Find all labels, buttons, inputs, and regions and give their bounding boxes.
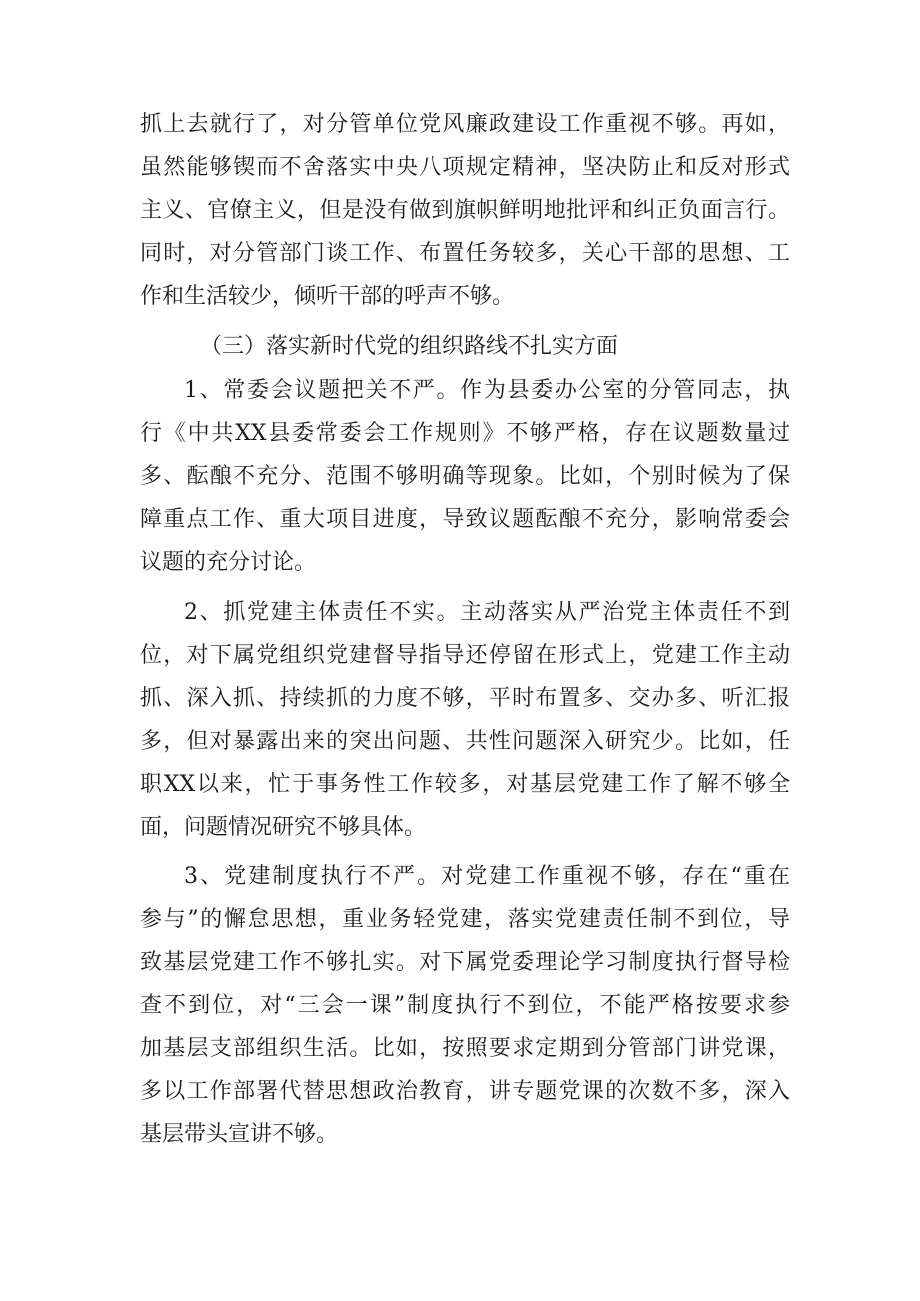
paragraph-line: 障重点工作、重大项目进度，导致议题酝酿不充分，影响常委会 [140, 507, 790, 532]
paragraph-line: 多以工作部署代替思想政治教育，讲专题党课的次数不多，深入 [140, 1079, 790, 1104]
paragraph-line: 多，但对暴露出来的突出问题、共性问题深入研究少。比如，任 [140, 729, 790, 754]
paragraph-line: 1、常委会议题把关不严。作为县委办公室的分管同志，执 [184, 378, 790, 403]
paragraph-line: 作和生活较少，倾听干部的呼声不够。 [140, 284, 515, 309]
paragraph-line: 主义、官僚主义，但是没有做到旗帜鲜明地批评和纠正负面言行。 [140, 198, 790, 223]
paragraph-line: 议题的充分讨论。 [140, 550, 317, 575]
paragraph-line: 2、抓党建主体责任不实。主动落实从严治党主体责任不到 [184, 600, 790, 625]
paragraph-line: 致基层党建工作不够扎实。对下属党委理论学习制度执行督导检 [140, 950, 790, 975]
paragraph-line: 基层带头宣讲不够。 [140, 1122, 339, 1147]
paragraph-line: 多、酝酿不充分、范围不够明确等现象。比如，个别时候为了保 [140, 464, 790, 489]
paragraph-line: 抓、深入抓、持续抓的力度不够，平时布置多、交办多、听汇报 [140, 686, 790, 711]
paragraph-line: 面，问题情况研究不够具体。 [140, 815, 427, 840]
paragraph-line: 行《中共XX县委常委会工作规则》不够严格，存在议题数量过 [140, 421, 790, 446]
paragraph-line: 虽然能够锲而不舍落实中央八项规定精神，坚决防止和反对形式 [140, 155, 790, 180]
paragraph-line: 加基层支部组织生活。比如，按照要求定期到分管部门讲党课， [140, 1036, 790, 1061]
paragraph-line: 查不到位，对“三会一课”制度执行不到位，不能严格按要求参 [140, 993, 790, 1018]
paragraph-line: 同时，对分管部门谈工作、布置任务较多，关心干部的思想、工 [140, 241, 790, 266]
paragraph-line: 参与”的懈怠思想，重业务轻党建，落实党建责任制不到位，导 [140, 907, 790, 932]
paragraph-line: 位，对下属党组织党建督导指导还停留在形式上，党建工作主动 [140, 643, 790, 668]
paragraph-line: 3、党建制度执行不严。对党建工作重视不够，存在“重在 [184, 864, 790, 889]
section-heading: （三）落实新时代党的组织路线不扎实方面 [200, 334, 619, 359]
paragraph-line: 职XX以来，忙于事务性工作较多，对基层党建工作了解不够全 [140, 772, 790, 797]
paragraph-line: 抓上去就行了，对分管单位党风廉政建设工作重视不够。再如， [140, 112, 790, 137]
